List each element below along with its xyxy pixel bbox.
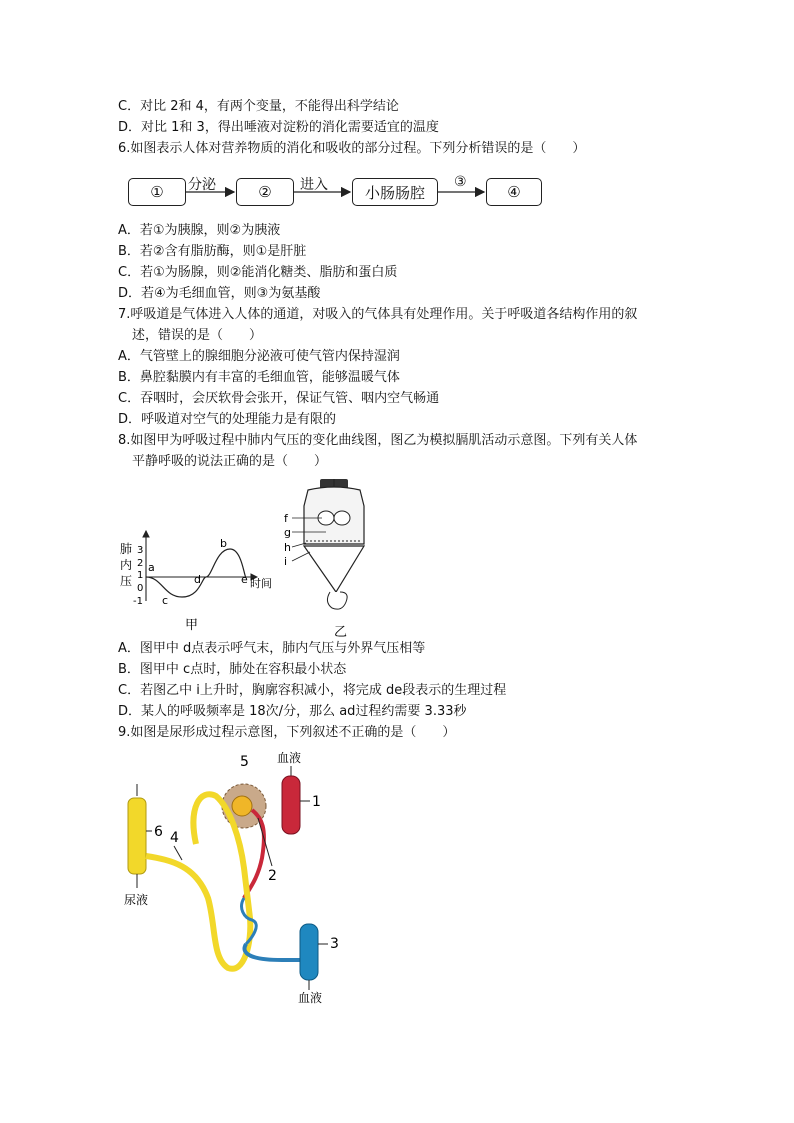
- flow-box-2: ②: [236, 178, 294, 206]
- ylabel-char-1: 肺: [120, 542, 133, 556]
- blood-out-label: 血液: [298, 991, 323, 1005]
- urine-label: 尿液: [124, 893, 149, 907]
- ytick-0: 0: [137, 583, 144, 594]
- num-3: 3: [330, 936, 339, 952]
- flow-box-3: 小肠肠腔: [352, 178, 438, 206]
- option-d-prev: D．对比 1和 3，得出唾液对淀粉的消化需要适宜的温度: [118, 120, 439, 135]
- q7-option-d: D．呼吸道对空气的处理能力是有限的: [118, 412, 337, 427]
- x-axis-label: 时间: [250, 577, 272, 590]
- hand-icon: [327, 592, 347, 609]
- ylabel-char-2: 内: [120, 558, 133, 572]
- question-6: 6.如图表示人体对营养物质的消化和吸收的部分过程。下列分析错误的是（ ）: [118, 141, 586, 156]
- label-i: i: [284, 555, 288, 568]
- label-g: g: [284, 526, 291, 539]
- point-d: d: [194, 573, 201, 586]
- ytick-2: 2: [137, 558, 144, 569]
- digestion-flowchart: [118, 172, 558, 214]
- point-c: c: [162, 594, 169, 607]
- ytick-3: 3: [137, 545, 144, 556]
- vein-3: [300, 924, 318, 980]
- ytick-1: 1: [137, 570, 144, 581]
- num-1: 1: [312, 794, 321, 810]
- q8-option-b: B．图甲中 c点时，肺处在容积最小状态: [118, 662, 347, 677]
- q7-option-c: C．吞咽时，会厌软骨会张开，保证气管、咽内空气畅通: [118, 391, 440, 406]
- point-e: e: [241, 573, 248, 586]
- label-f: f: [284, 512, 288, 525]
- question-7-line2: 述，错误的是（ ）: [132, 328, 263, 343]
- flow-box-4: ④: [486, 178, 542, 206]
- figure-jia-pressure-curve: [112, 525, 282, 635]
- flow-arrow-3-label: ③: [454, 174, 467, 190]
- num-4: 4: [170, 830, 179, 846]
- num-6: 6: [154, 824, 163, 840]
- figure-nephron: [112, 748, 362, 1006]
- artery-1: [282, 776, 300, 834]
- collecting-duct-6: [128, 798, 146, 874]
- ylabel-char-3: 压: [120, 574, 133, 588]
- balloon-right: [334, 511, 350, 525]
- q6-option-a: A．若①为胰腺，则②为胰液: [118, 223, 281, 238]
- caption-yi: 乙: [334, 625, 348, 640]
- q8-option-a: A．图甲中 d点表示呼气末，肺内气压与外界气压相等: [118, 641, 426, 656]
- q7-option-b: B．鼻腔黏膜内有丰富的毛细血管，能够温暖气体: [118, 370, 400, 385]
- q6-option-c: C．若①为肠腺，则②能消化糖类、脂肪和蛋白质: [118, 265, 398, 280]
- flow-arrow-1-label: 分泌: [188, 177, 216, 193]
- question-7-line1: 7.呼吸道是气体进入人体的通道，对吸入的气体具有处理作用。关于呼吸道各结构作用的叙: [118, 307, 638, 322]
- option-c-prev: C．对比 2和 4，有两个变量，不能得出科学结论: [118, 99, 399, 114]
- num-5: 5: [240, 754, 249, 770]
- q7-option-a: A．气管壁上的腺细胞分泌液可使气管内保持湿润: [118, 349, 400, 364]
- flow-arrow-2-label: 进入: [300, 177, 328, 193]
- question-8-line2: 平静呼吸的说法正确的是（ ）: [132, 454, 328, 469]
- rubber-membrane: [304, 546, 364, 592]
- point-b: b: [220, 537, 227, 550]
- vein-connector: [245, 944, 301, 960]
- point-a: a: [148, 561, 155, 574]
- num-2: 2: [268, 868, 277, 884]
- q6-option-d: D．若④为毛细血管，则③为氨基酸: [118, 286, 321, 301]
- flow-arrows: [118, 172, 558, 214]
- question-8-line1: 8.如图甲为呼吸过程中肺内气压的变化曲线图，图乙为模拟膈肌活动示意图。下列有关人体: [118, 433, 638, 448]
- q6-option-b: B．若②含有脂肪酶，则①是肝脏: [118, 244, 307, 259]
- renal-tubule: [146, 794, 250, 969]
- flow-box-1: ①: [128, 178, 186, 206]
- ytick-neg1: -1: [133, 596, 143, 607]
- glomerulus: [232, 796, 252, 816]
- question-9: 9.如图是尿形成过程示意图，下列叙述不正确的是（ ）: [118, 725, 456, 740]
- blood-in-label: 血液: [277, 751, 302, 765]
- figure-yi-bell-jar-model: [280, 474, 380, 640]
- label-h: h: [284, 541, 291, 554]
- q8-option-c: C．若图乙中 i上升时，胸廓容积减小，将完成 de段表示的生理过程: [118, 683, 507, 698]
- caption-jia: 甲: [185, 618, 199, 633]
- q8-option-d: D．某人的呼吸频率是 18次/分，那么 ad过程约需要 3.33秒: [118, 704, 467, 719]
